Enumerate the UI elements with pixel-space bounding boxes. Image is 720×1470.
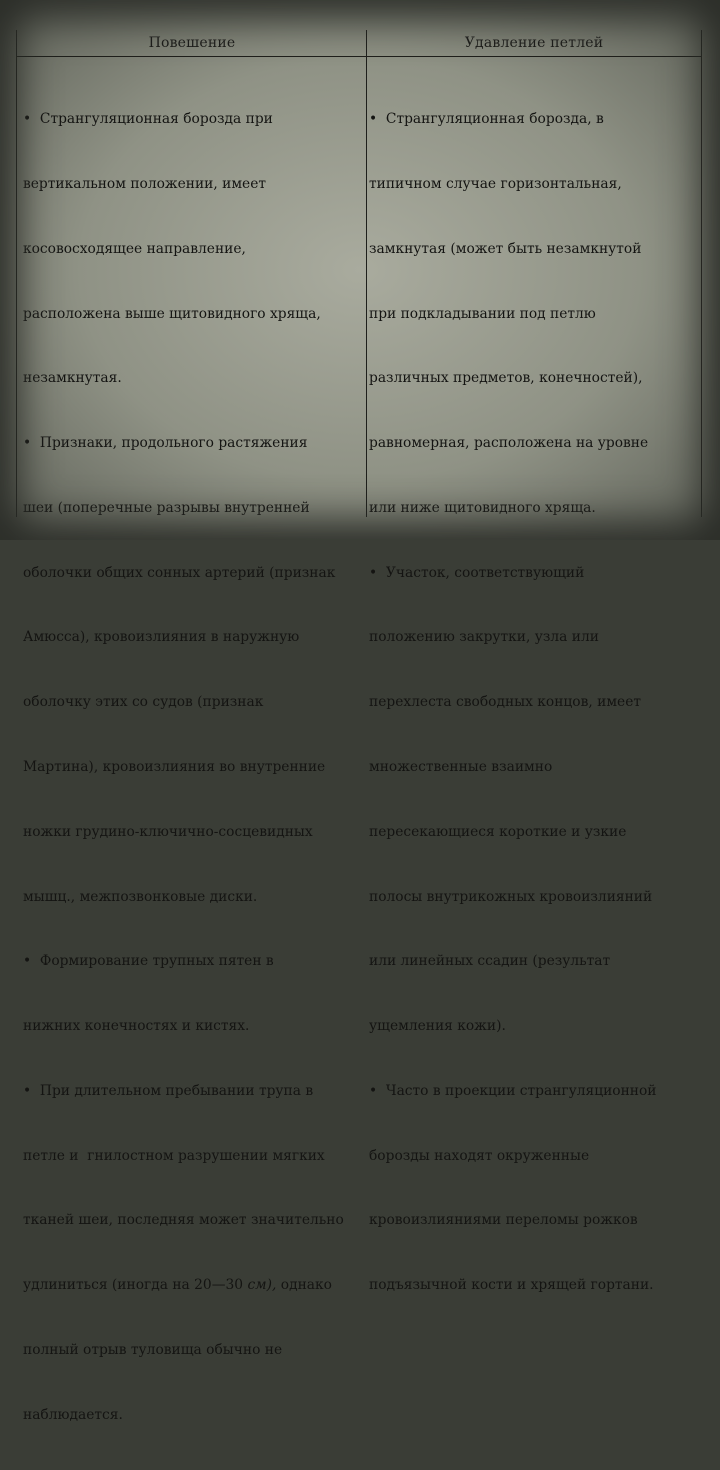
text-line: петле и гнилостном разрушении мягких: [23, 1147, 325, 1164]
text-line: подъязычной кости и хрящей гортани.: [369, 1277, 654, 1294]
table-header-row: [17, 30, 701, 57]
text-line: перехлеста свободных концов, имеет: [369, 694, 642, 711]
text-line: • Признаки, продольного растяжения: [23, 435, 308, 452]
text-line: ножки грудино-ключично-сосцевидных: [23, 823, 313, 840]
text-line: • Часто в проекции странгуляционной: [369, 1082, 657, 1099]
text-fragment: однако: [276, 1277, 332, 1294]
text-line: вертикальном положении, имеет: [23, 175, 267, 192]
text-line: Мартина), кровоизлияния во внутренние: [23, 759, 326, 775]
text-fragment: удлиниться (иногда на 20—30: [23, 1277, 248, 1294]
text-line: • Странгуляционная борозда, в: [369, 111, 604, 128]
text-line: нижних конечностях и кистях.: [23, 1018, 250, 1035]
text-line: различных предметов, конечностей),: [369, 370, 643, 387]
text-line-mixed: [23, 1275, 363, 1297]
text-line: косовосходящее направление,: [23, 240, 246, 257]
cell-ligature-text: [369, 66, 699, 1340]
header-hanging: Повешение: [148, 35, 236, 51]
text-line: положению закрутки, узла или: [369, 629, 599, 646]
text-line: тканей шеи, последняя может значительно: [23, 1212, 344, 1229]
text-line: или линейных ссадин (результат: [369, 953, 611, 970]
text-line: расположена выше щитовидного хряща,: [23, 305, 321, 322]
text-line: наблюдается.: [23, 1406, 123, 1423]
text-line: • Формирование трупных пятен в: [23, 953, 274, 970]
text-line: Амюсса), кровоизлияния в наружную: [23, 629, 300, 646]
cell-hanging-text: [23, 66, 363, 1470]
text-line: борозды находят окруженные: [369, 1147, 590, 1164]
text-line: ущемления кожи).: [369, 1018, 506, 1035]
text-line: или ниже щитовидного хряща.: [369, 499, 596, 516]
text-line: пересекающиеся короткие и узкие: [369, 823, 627, 840]
header-ligature-strangulation: Удавление петлей: [464, 35, 604, 51]
text-line: при подкладывании под петлю: [369, 305, 596, 322]
text-line: • Участок, соответствующий: [369, 564, 585, 581]
text-line: кровоизлияниями переломы рожков: [369, 1212, 638, 1229]
text-line: типичном случае горизонтальная,: [369, 175, 622, 192]
column-divider: [366, 30, 367, 517]
text-line: множественные взаимно: [369, 759, 553, 775]
text-line: полный отрыв туловища обычно не: [23, 1342, 283, 1359]
text-line: шеи (поперечные разрывы внутренней: [23, 499, 310, 516]
comparison-table: [16, 30, 702, 1423]
text-line: мышц., межпозвонковые диски.: [23, 888, 258, 905]
text-line: равномерная, расположена на уровне: [369, 435, 649, 452]
text-line: • При длительном пребывании трупа в: [23, 1082, 314, 1099]
text-line: оболочку этих со судов (признак: [23, 694, 264, 711]
italic-unit: см),: [247, 1277, 277, 1294]
text-line: полосы внутрикожных кровоизлияний: [369, 888, 653, 905]
text-line: оболочки общих сонных артерий (признак: [23, 564, 336, 581]
text-line: • Странгуляционная борозда при: [23, 111, 273, 128]
text-line: замкнутая (может быть незамкнутой: [369, 240, 642, 257]
text-line: незамкнутая.: [23, 370, 122, 387]
